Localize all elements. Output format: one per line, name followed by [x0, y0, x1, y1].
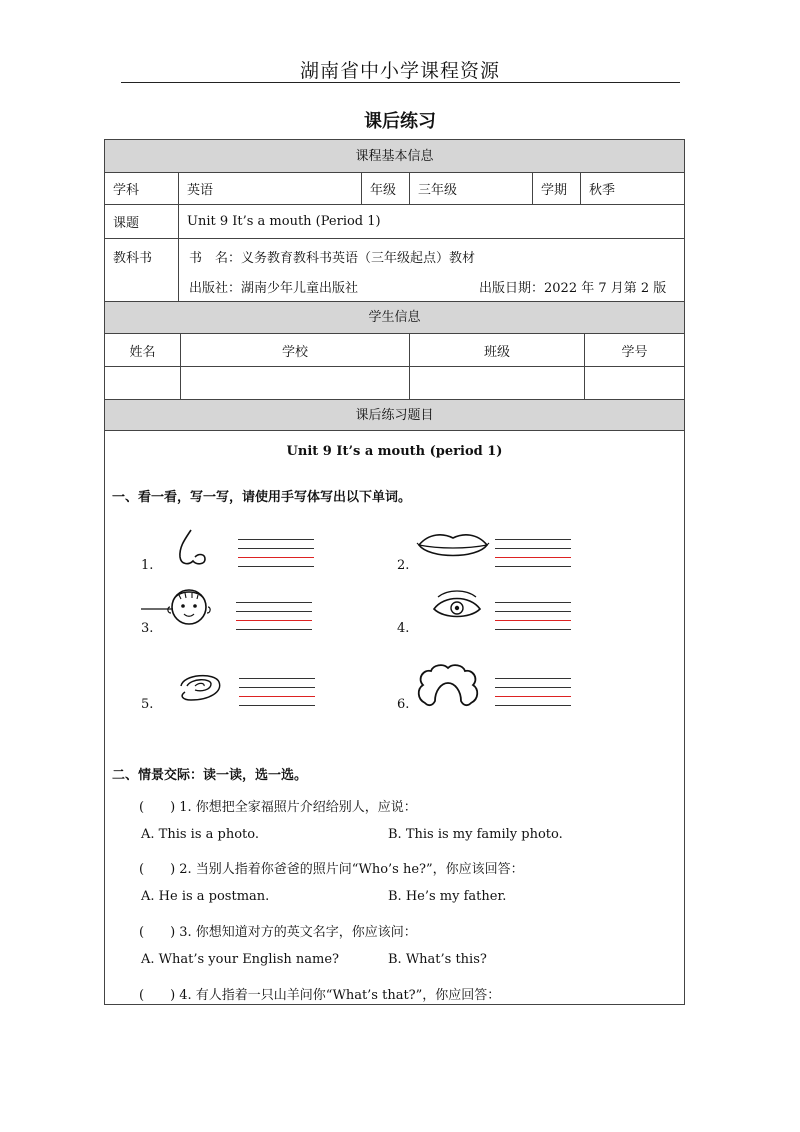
topic-row [105, 205, 684, 239]
face-icon [139, 583, 221, 631]
document-title: 课后练习 [364, 111, 436, 132]
header-divider [121, 82, 680, 83]
subject-value: 英语 [179, 173, 362, 204]
unit-title: Unit 9 It’s a mouth (period 1) [286, 444, 503, 459]
name-label: 姓名 [105, 334, 181, 366]
question-1-option-a[interactable]: A. This is a photo. [141, 827, 259, 842]
part2-title: 二、情景交际：读一读，选一选。 [112, 768, 308, 783]
item-number: 1. [141, 558, 154, 573]
grade-label: 年级 [362, 173, 410, 204]
student-input-row [105, 367, 684, 400]
mouth-icon [415, 527, 491, 565]
question-3: ( ) 3. 你想知道对方的英文名字，你应该问： [139, 925, 417, 940]
question-3-option-b[interactable]: B. What’s this? [388, 952, 487, 967]
student-label-row [105, 334, 684, 367]
writing-lines[interactable] [238, 539, 314, 569]
topic-value: Unit 9 It’s a mouth (Period 1) [187, 214, 381, 229]
writing-lines[interactable] [495, 678, 571, 708]
item-number: 3. [141, 621, 154, 636]
term-value: 秋季 [589, 183, 616, 198]
ear-icon [175, 670, 225, 704]
nose-icon [171, 527, 215, 571]
textbook-name: 书 名：义务教育教科书英语（三年级起点）教材 [189, 251, 476, 266]
student-info-heading: 学生信息 [105, 302, 684, 334]
textbook-publisher: 出版社：湖南少年儿童出版社 [189, 281, 359, 296]
subject-label: 学科 [105, 173, 179, 204]
writing-lines[interactable] [495, 602, 571, 632]
worksheet-table [104, 139, 685, 1005]
question-3-option-a[interactable]: A. What’s your English name? [141, 952, 339, 967]
student-id-field[interactable] [585, 367, 684, 399]
class-field[interactable] [410, 367, 585, 399]
question-1-option-b[interactable]: B. This is my family photo. [388, 827, 563, 842]
item-number: 5. [141, 697, 154, 712]
question-1: ( ) 1. 你想把全家福照片介绍给别人，应说： [139, 800, 417, 815]
hair-icon [415, 663, 481, 709]
textbook-label: 教科书 [105, 239, 179, 301]
grade-value: 三年级 [410, 173, 533, 204]
part1-title: 一、看一看，写一写，请使用手写体写出以下单词。 [112, 490, 412, 505]
item-number: 6. [397, 697, 410, 712]
writing-lines[interactable] [236, 602, 312, 632]
site-header: 湖南省中小学课程资源 [299, 60, 500, 82]
school-field[interactable] [181, 367, 410, 399]
item-number: 4. [397, 621, 410, 636]
question-4: ( ) 4. 有人指着一只山羊问你“What’s that?”，你应回答： [139, 988, 501, 1003]
textbook-row [105, 239, 684, 302]
question-2-option-a[interactable]: A. He is a postman. [141, 889, 270, 904]
textbook-pub-date: 出版日期：2022 年 7 月第 2 版 [479, 281, 667, 296]
eye-icon [430, 589, 484, 625]
name-field[interactable] [105, 367, 181, 399]
writing-lines[interactable] [495, 539, 571, 569]
exercises-heading: 课后练习题目 [105, 400, 684, 431]
subject-row [105, 173, 684, 205]
course-info-heading: 课程基本信息 [105, 140, 684, 173]
class-label: 班级 [410, 334, 585, 366]
student-id-label: 学号 [621, 344, 648, 360]
term-label: 学期 [533, 173, 581, 204]
writing-lines[interactable] [239, 678, 315, 708]
question-2-option-b[interactable]: B. He’s my father. [388, 889, 507, 904]
topic-label: 课题 [105, 205, 179, 238]
school-label: 学校 [181, 334, 410, 366]
question-2: ( ) 2. 当别人指着你爸爸的照片问“Who’s he?”，你应该回答： [139, 862, 524, 877]
item-number: 2. [397, 558, 410, 573]
